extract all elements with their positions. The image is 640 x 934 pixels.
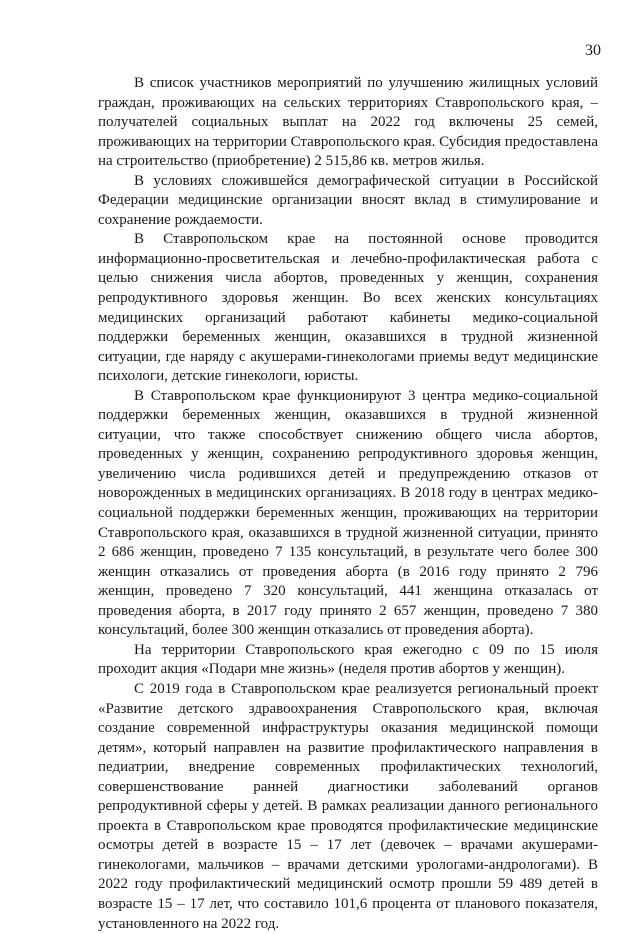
paragraph-abortion-prevention: В Ставропольском крае на постоянной основе проводится информационно-просветительская и лечебно-профилактическая работа с целью снижения числа абортов, проведенных у женщин, сохранения репродуктивного здоровья женщин. Во всех женских консультациях медицинских организаций работают кабинеты медико-социальной поддержки беременных женщин, оказавшихся в трудной жизненной ситуации, где наряду с акушерами-гинекологами приемы ведут медицинские психологи, детские гинекологи, юристы. [98,231,598,385]
paragraph-housing-subsidies: В список участников мероприятий по улучшению жилищных условий граждан, проживающих на сельских территориях Ставропольского края, – получателей социальных выплат на 2022 год включены 25 семей, проживающих на территории Ставропольского края. Субсидия предоставлена на строительство (приобретение) 2 515,86 кв. метров жилья. [98,75,598,170]
page-number: 30 [585,42,601,59]
paragraph-support-centers: В Ставропольском крае функционируют 3 центра медико-социальной поддержки беременных женщин, оказавшихся в трудной жизненной ситуации, что также способствует снижению общего числа абортов, проведенных у женщин, сохранению репродуктивного здоровья женщин, увеличению числа родившихся детей и предупреждению отказов от новорожденных в медицинских организациях. В 2018 году в центрах медико-социальной поддержки беременных женщин, проживающих на территории Ставропольского края, оказавшихся в трудной жизненной ситуации, принято 2 686 женщин, проведено 7 135 консультаций, в результате чего более 300 женщин отказались от проведения аборта (в 2016 году принято 2 796 женщин, проведено 7 320 консультаций, 441 женщина отказалась от проведения аборта, в 2017 году принято 2 657 женщин, проведено 7 380 консультаций, более 300 женщин отказались от проведения аборта). [98,387,598,639]
paragraph-regional-project: С 2019 года в Ставропольском крае реализуется региональный проект «Развитие детского здравоохранения Ставропольского края, включая создание современной инфраструктуры оказания медицинской помощи детям», который направлен на развитие профилактического направления в педиатрии, внедрение современных профилактических технологий, совершенствование ранней диагностики заболеваний органов репродуктивной сферы у детей. В рамках реализации данного регионального проекта в Ставропольском крае проводятся профилактические медицинские осмотры детей в возрасте 15 – 17 лет (девочек – врачами акушерами-гинекологами, мальчиков – врачами детскими урологами-андрологами). В 2022 году профилактический медицинский осмотр прошли 59 489 детей в возрасте 15 – 17 лет, что составило 101,6 процента от планового показателя, установленного на 2022 год. [98,680,598,932]
paragraph-give-me-life-campaign: На территории Ставропольского края ежегодно с 09 по 15 июля проходит акция «Подари мне жизнь» (неделя против абортов у женщин). [98,641,598,678]
page-body [98,74,598,934]
paragraph-demographic-situation: В условиях сложившейся демографической ситуации в Российской Федерации медицинские организации вносят вклад в стимулирование и сохранение рождаемости. [98,172,598,228]
